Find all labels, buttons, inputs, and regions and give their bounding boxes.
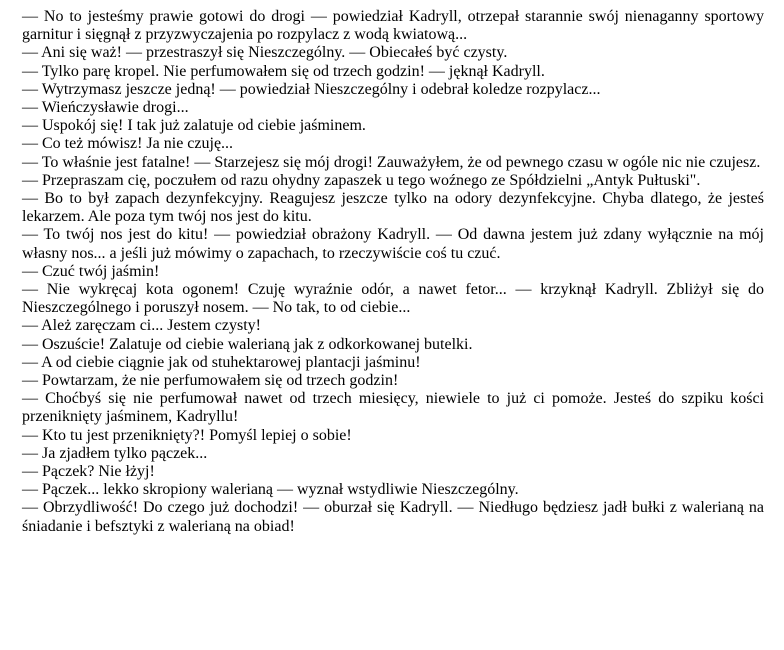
paragraph: — Kto tu jest przeniknięty?! Pomyśl lepiej o sobie! xyxy=(22,426,352,444)
document-body xyxy=(22,8,764,536)
paragraph: — Ani się waż! — przestraszył się Nieszczególny. — Obiecałeś być czysty. xyxy=(22,44,508,62)
paragraph: — Ja zjadłem tylko pączek... xyxy=(22,444,208,462)
paragraph: — Pączek? Nie łżyj! xyxy=(22,463,155,481)
paragraph: — Bo to był zapach dezynfekcyjny. Reagujesz jeszcze tylko na odory dezynfekcyjne. Chyba dlatego, że jesteś lekarzem. Ale poza tym twój nos jest do kitu. xyxy=(22,190,764,226)
paragraph: — Przepraszam cię, poczułem od razu ohydny zapaszek u tego woźnego ze Spółdzielni „Antyk Pułtuski". xyxy=(22,171,701,189)
paragraph: — To właśnie jest fatalne! — Starzejesz się mój drogi! Zauważyłem, że od pewnego czasu w ogóle nic nie czujesz. xyxy=(22,153,761,171)
paragraph: — A od ciebie ciągnie jak od stuhektarowej plantacji jaśminu! xyxy=(22,353,421,371)
paragraph: — To twój nos jest do kitu! — powiedział obrażony Kadryll. — Od dawna jestem już zdany wyłącznie na mój własny nos... a jeśli już mówimy o zapachach, to rzeczywiście coś tu czuć. xyxy=(22,226,764,262)
paragraph: — Powtarzam, że nie perfumowałem się od trzech godzin! xyxy=(22,372,399,390)
paragraph: — Nie wykręcaj kota ogonem! Czuję wyraźnie odór, a nawet fetor... — krzyknął Kadryll. Zbliżył się do Nieszczególnego i poruszył nosem. — No tak, to od ciebie... xyxy=(22,281,764,317)
paragraph: — Co też mówisz! Ja nie czuję... xyxy=(22,135,234,153)
paragraph: — Obrzydliwość! Do czego już dochodzi! — oburzał się Kadryll. — Niedługo będziesz jadł bułki z walerianą na śniadanie i befsztyki z walerianą na obiad! xyxy=(22,499,764,535)
paragraph: — Tylko parę kropel. Nie perfumowałem się od trzech godzin! — jęknął Kadryll. xyxy=(22,62,545,80)
paragraph: — Choćbyś się nie perfumował nawet od trzech miesięcy, niewiele to już ci pomoże. Jesteś do szpiku kości przeniknięty jaśminem, Kadryllu! xyxy=(22,390,764,426)
paragraph: — Wieńczysławie drogi... xyxy=(22,99,189,117)
paragraph: — Wytrzymasz jeszcze jedną! — powiedział Nieszczególny i odebrał koledze rozpylacz... xyxy=(22,80,601,98)
paragraph: — Uspokój się! I tak już zalatuje od ciebie jaśminem. xyxy=(22,117,366,135)
paragraph: — No to jesteśmy prawie gotowi do drogi — powiedział Kadryll, otrzepał starannie swój nienaganny sportowy garnitur i sięgnął z przyzwyczajenia po rozpylacz z wodą kwiatową... xyxy=(22,8,764,44)
paragraph: — Ależ zaręczam ci... Jestem czysty! xyxy=(22,317,261,335)
paragraph: — Oszuście! Zalatuje od ciebie walerianą jak z odkorkowanej butelki. xyxy=(22,335,473,353)
paragraph: — Czuć twój jaśmin! xyxy=(22,262,160,280)
paragraph: — Pączek... lekko skropiony walerianą — wyznał wstydliwie Nieszczególny. xyxy=(22,481,519,499)
